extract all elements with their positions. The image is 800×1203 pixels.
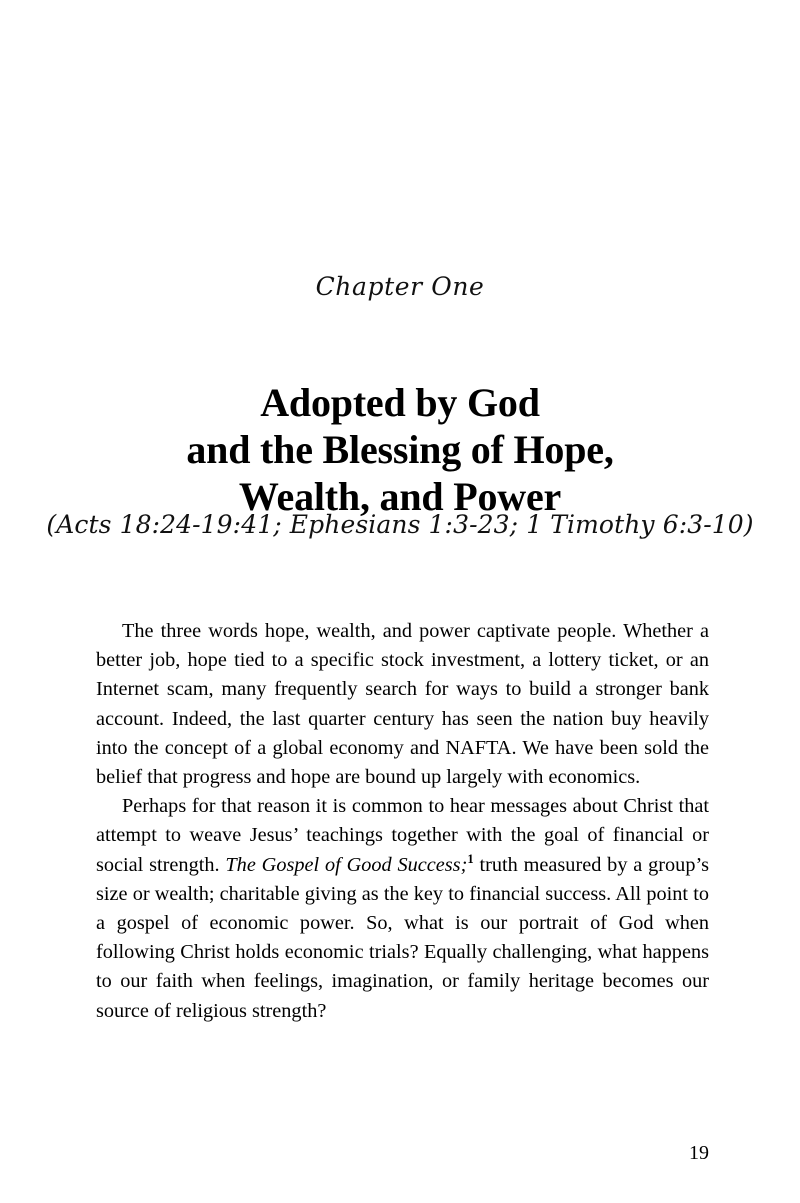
chapter-title-line-3: Wealth, and Power bbox=[238, 473, 562, 519]
scripture-reference: (Acts 18:24-19:41; Ephesians 1:3-23; 1 Timothy 6:3-10) bbox=[46, 510, 754, 539]
chapter-title-line-1: Adopted by God bbox=[260, 379, 540, 425]
page-number: 19 bbox=[689, 1142, 709, 1164]
footnote-marker[interactable]: 1 bbox=[467, 851, 474, 866]
paragraph-1: The three words hope, wealth, and power captivate people. Whether a better job, hope tied to a specific stock investment, a lottery ticket, or an Internet scam, many frequently search for ways to build a stronger bank account. Indeed, the last quarter century has seen the nation buy heavily into the concept of a global economy and NAFTA. We have been sold the belief that progress and hope are bound up largely with economics. bbox=[96, 620, 709, 789]
chapter-label: Chapter One bbox=[315, 272, 485, 301]
book-title-trailing-punctuation: ; bbox=[460, 853, 468, 876]
paragraph-2-tail-text: truth measured by a group’s size or wealth; charitable giving as the key to financial success. All point to a gospel of economic power. So, what is our portrait of God when following Christ holds economic trials? Equally challenging, what happens to our faith when feelings, imagination, or family heritage becomes our source of religious strength? bbox=[96, 853, 709, 1022]
body-copy bbox=[96, 617, 709, 1026]
chapter-title-line-2: and the Blessing of Hope, bbox=[186, 426, 614, 472]
paragraph-2 bbox=[96, 792, 709, 1026]
paragraph-2-lead-text: Perhaps for that reason it is common to hear messages about Christ that attempt to weave Jesus’ teachings together with the goal of financial or social strength. bbox=[96, 795, 709, 876]
chapter-title bbox=[0, 379, 800, 520]
book-title-italic: The Gospel of Good Success bbox=[225, 853, 461, 876]
